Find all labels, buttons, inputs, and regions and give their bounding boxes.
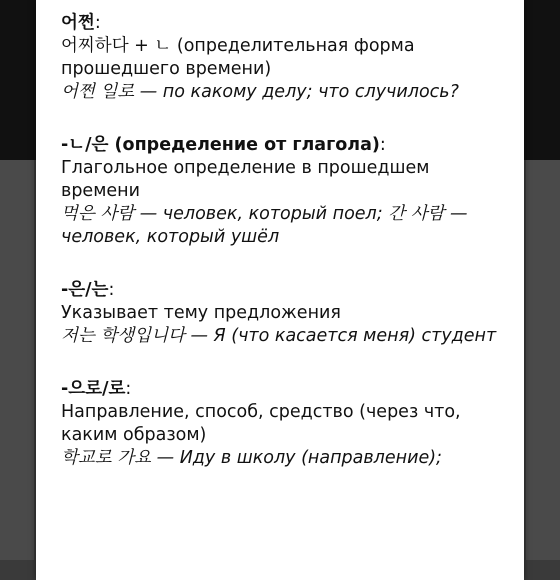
entry-term: -은/는 [61,280,109,300]
grammar-entry-eojjeon [61,12,511,104]
entry-description: 어찌하다 + ㄴ (определительная форма прошедшего времени) [61,36,415,79]
entry-colon: : [125,379,132,399]
background-right-margin [526,160,560,560]
entry-heading [61,134,511,157]
entry-example: 학교로 가요 — Иду в школу (направление); [61,448,442,468]
entry-term: -으로/로 [61,379,126,399]
entry-example: 저는 학생입니다 — Я (что касается меня) студент [61,326,497,346]
entry-example: 먹은 사람 — человек, который поел; 간 사람 — человек, который ушёл [61,204,468,247]
entry-description: Глагольное определение в прошедшем времени [61,158,430,201]
grammar-entry-euro-ro [61,378,511,470]
grammar-entry-n-eun-past [61,134,511,249]
entry-heading [61,12,511,35]
entry-term: -ㄴ/은 (определение от глагола) [61,135,380,155]
background-left-margin [0,160,34,560]
entry-description: Указывает тему предложения [61,303,341,323]
entry-heading [61,378,511,401]
entry-colon: : [379,135,386,155]
grammar-entry-eun-neun-topic [61,279,511,348]
grammar-notes-list [61,12,511,500]
entry-description: Направление, способ, средство (через что, каким образом) [61,402,461,445]
grammar-notes-card[interactable] [36,0,524,580]
entry-colon: : [94,13,101,33]
entry-heading [61,279,511,302]
entry-example: 어쩐 일로 — по какому делу; что случилось? [61,82,459,102]
entry-colon: : [108,280,115,300]
entry-term: 어쩐 [61,13,95,33]
